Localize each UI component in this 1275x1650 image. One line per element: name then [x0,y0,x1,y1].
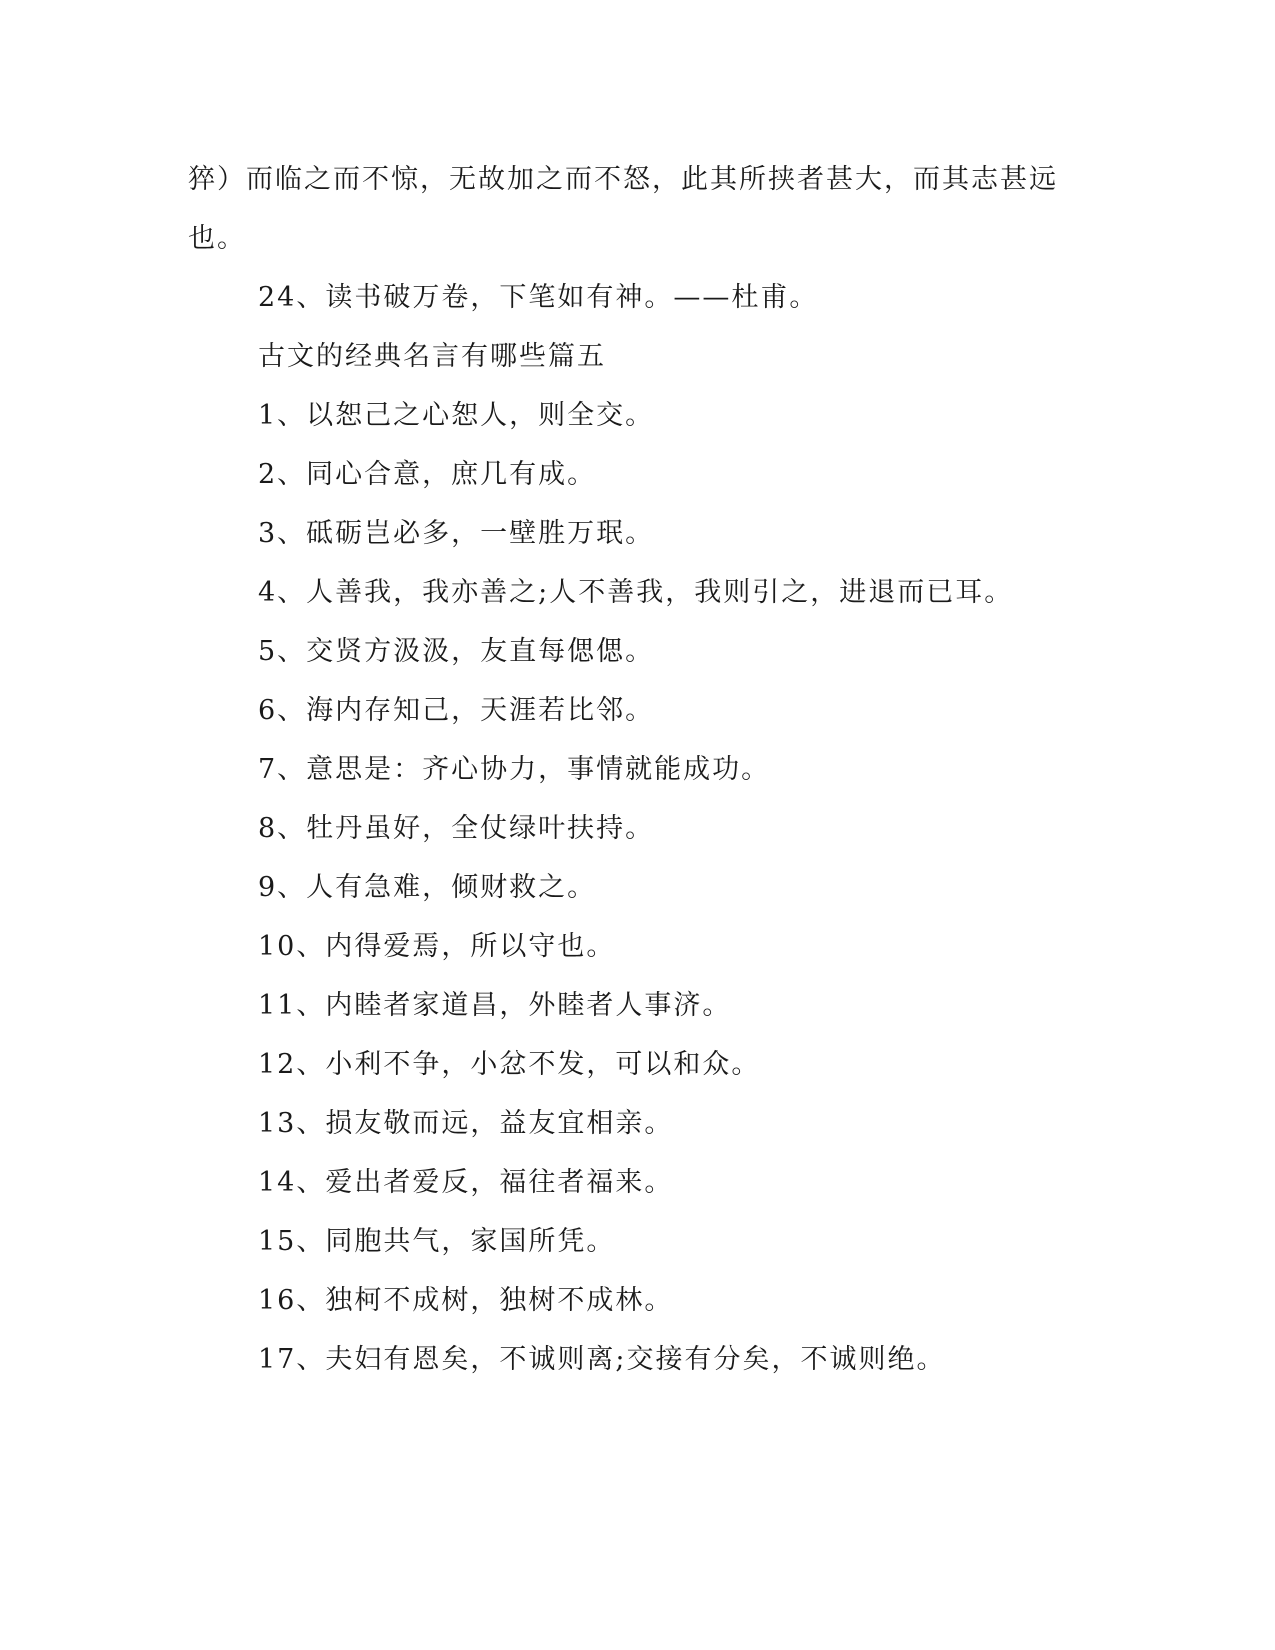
list-item: 1、以恕己之心恕人，则全交。 [258,400,655,431]
list-item: 6、海内存知己，天涯若比邻。 [258,695,655,726]
list-item: 7、意思是：齐心协力，事情就能成功。 [258,754,771,785]
list-item: 13、损友敬而远，益友宜相亲。 [258,1108,674,1139]
quote-item-24: 24、读书破万卷，下笔如有神。——杜甫。 [258,282,819,313]
list-item: 14、爱出者爱反，福往者福来。 [258,1167,674,1198]
list-item: 12、小利不争，小忿不发，可以和众。 [258,1049,761,1080]
list-item: 9、人有急难，倾财救之。 [258,872,597,903]
list-item: 8、牡丹虽好，全仗绿叶扶持。 [258,813,655,844]
paragraph-continuation-line-1: 猝）而临之而不惊，无故加之而不怒，此其所挟者甚大，而其志甚远 [188,164,1058,195]
list-item: 5、交贤方汲汲，友直每偲偲。 [258,636,655,667]
paragraph-continuation-line-2: 也。 [188,223,246,254]
list-item: 16、独柯不成树，独树不成林。 [258,1285,674,1316]
list-item: 15、同胞共气，家国所凭。 [258,1226,616,1257]
list-item: 4、人善我，我亦善之;人不善我，我则引之，进退而已耳。 [258,577,1014,608]
section-heading: 古文的经典名言有哪些篇五 [258,341,606,372]
list-item: 17、夫妇有恩矣，不诚则离;交接有分矣，不诚则绝。 [258,1344,946,1375]
list-item: 2、同心合意，庶几有成。 [258,459,597,490]
list-item: 10、内得爱焉，所以守也。 [258,931,616,962]
list-item: 11、内睦者家道昌，外睦者人事济。 [258,990,732,1021]
list-item: 3、砥砺岂必多，一壁胜万珉。 [258,518,655,549]
